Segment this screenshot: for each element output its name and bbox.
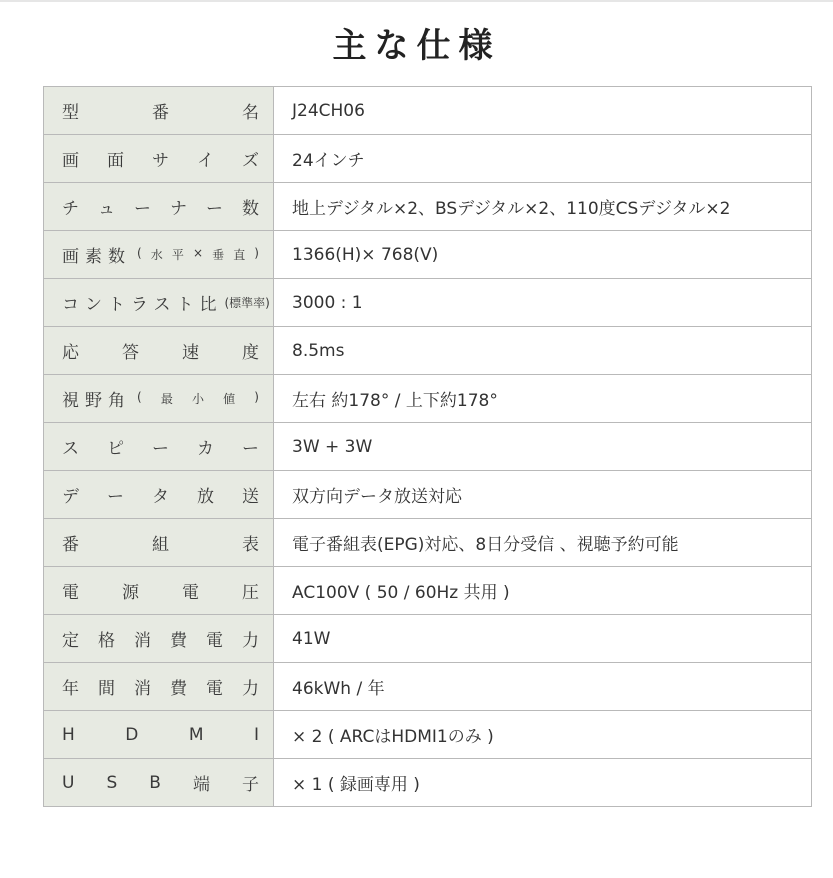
spec-label-cell [44, 423, 274, 471]
page-title: 主な仕様 [332, 26, 501, 66]
spec-label-char: 放 [197, 487, 214, 507]
spec-value: 3000 : 1 [274, 279, 812, 327]
spec-value: 地上デジタル×2、BSデジタル×2、110度CSデジタル×2 [274, 183, 812, 231]
spec-label-char: タ [152, 487, 169, 507]
spec-label-char: 年 [62, 679, 79, 699]
spec-label [62, 242, 259, 267]
spec-row [44, 519, 812, 567]
spec-label-char: デ [62, 487, 79, 507]
spec-label-char: 圧 [242, 583, 259, 603]
spec-row [44, 711, 812, 759]
spec-value: AC100V ( 50 / 60Hz 共用 ) [274, 567, 812, 615]
spec-note-char: ) [254, 390, 259, 404]
spec-label-cell [44, 615, 274, 663]
spec-label [62, 338, 259, 363]
spec-table [43, 86, 812, 807]
spec-label-char: 間 [98, 679, 115, 699]
spec-label-char: ー [134, 199, 151, 219]
spec-label-char: 応 [62, 343, 79, 363]
spec-label-note: (標準率) [224, 296, 270, 310]
spec-label-char: 電 [182, 583, 199, 603]
spec-label-char: ー [206, 199, 223, 219]
spec-label-char: 力 [242, 679, 259, 699]
spec-label-cell [44, 519, 274, 567]
spec-label-note [137, 246, 259, 263]
spec-label [62, 434, 259, 459]
spec-label-char: ズ [242, 151, 259, 171]
spec-note-char: 水 [150, 248, 163, 262]
spec-label-cell [44, 567, 274, 615]
spec-label-char: 面 [107, 151, 124, 171]
spec-label-char: イ [197, 151, 214, 171]
spec-label [62, 98, 259, 123]
spec-label-char: 格 [98, 631, 115, 651]
spec-label-text: 画素数 [62, 247, 131, 267]
spec-value: 46kWh / 年 [274, 663, 812, 711]
spec-label-text [62, 626, 259, 651]
spec-label-char: チ [62, 199, 79, 219]
spec-note-char: 値 [223, 392, 236, 406]
spec-label-text [62, 530, 259, 555]
spec-label-note [137, 390, 259, 407]
spec-note-char: 最 [160, 392, 173, 406]
spec-label-cell [44, 759, 274, 807]
spec-value: 左右 約178° / 上下約178° [274, 375, 812, 423]
spec-label-char: H [62, 724, 75, 745]
spec-label-cell [44, 183, 274, 231]
spec-label-char: サ [152, 151, 169, 171]
spec-row [44, 423, 812, 471]
spec-label-char: 速 [182, 343, 199, 363]
spec-label-char: 費 [170, 631, 187, 651]
spec-label-char: 消 [134, 631, 151, 651]
spec-row [44, 375, 812, 423]
spec-label-char: ー [242, 439, 259, 459]
spec-label-char: 電 [62, 583, 79, 603]
spec-label [62, 194, 259, 219]
spec-label-char: ナ [170, 199, 187, 219]
top-divider [0, 0, 833, 2]
spec-note-char: × [192, 246, 204, 260]
spec-value: 8.5ms [274, 327, 812, 375]
spec-label [62, 386, 259, 411]
spec-label-char: U [62, 772, 75, 793]
spec-label-char: 端 [192, 775, 210, 795]
spec-label-char: I [253, 724, 259, 745]
spec-label-text [62, 434, 259, 459]
spec-label-char: 組 [152, 535, 169, 555]
spec-label-cell [44, 471, 274, 519]
spec-label-cell [44, 663, 274, 711]
spec-label-text [62, 482, 259, 507]
spec-label-char: ュ [98, 199, 115, 219]
spec-label-char: 度 [242, 343, 259, 363]
spec-label-char: ピ [107, 439, 124, 459]
spec-label [62, 626, 259, 651]
spec-label-char: B [149, 772, 161, 793]
spec-label-text [62, 194, 259, 219]
spec-label-char: 名 [242, 103, 259, 123]
spec-note-char: ( [137, 246, 142, 260]
spec-value: 電子番組表(EPG)対応、8日分受信 、視聴予約可能 [274, 519, 812, 567]
spec-label-char: D [125, 724, 139, 745]
spec-label-cell [44, 279, 274, 327]
spec-row [44, 663, 812, 711]
spec-label-char: M [188, 724, 204, 745]
spec-label [62, 290, 270, 315]
spec-value: 24インチ [274, 135, 812, 183]
spec-label-char: 定 [62, 631, 79, 651]
spec-label-text [62, 578, 259, 603]
spec-row [44, 183, 812, 231]
spec-label [62, 146, 259, 171]
spec-label-char: 電 [206, 631, 223, 651]
spec-row [44, 135, 812, 183]
spec-label-char: 源 [122, 583, 139, 603]
spec-value: J24CH06 [274, 87, 812, 135]
spec-note-char: ) [254, 246, 259, 260]
spec-value: 41W [274, 615, 812, 663]
spec-value: 3W + 3W [274, 423, 812, 471]
spec-label-char: 答 [122, 343, 139, 363]
spec-label-char: 力 [242, 631, 259, 651]
spec-value: 双方向データ放送対応 [274, 471, 812, 519]
spec-label-text [62, 98, 259, 123]
spec-label [62, 674, 259, 699]
spec-label-char: 消 [134, 679, 151, 699]
spec-label-cell [44, 375, 274, 423]
spec-label-char: 型 [62, 103, 79, 123]
spec-label-text [62, 146, 259, 171]
spec-label-cell [44, 327, 274, 375]
spec-label-char: 子 [241, 775, 259, 795]
spec-label-char: S [106, 772, 118, 793]
spec-row [44, 471, 812, 519]
spec-label [62, 770, 259, 795]
spec-label-char: カ [197, 439, 214, 459]
spec-note-char: 小 [191, 392, 204, 406]
spec-value: 1366(H)× 768(V) [274, 231, 812, 279]
spec-label [62, 530, 259, 555]
spec-label-cell [44, 711, 274, 759]
spec-label-char: ー [152, 439, 169, 459]
spec-row [44, 87, 812, 135]
spec-table-body [44, 87, 812, 807]
spec-label-char: ー [107, 487, 124, 507]
spec-label [62, 725, 259, 745]
spec-row [44, 231, 812, 279]
spec-label-char: ス [62, 439, 79, 459]
spec-label-char: 番 [152, 103, 169, 123]
spec-row [44, 327, 812, 375]
spec-label-char: 表 [242, 535, 259, 555]
spec-label-text: コントラスト比 [62, 295, 223, 315]
spec-label-text [62, 770, 259, 795]
spec-label-text [62, 338, 259, 363]
spec-label-char: 番 [62, 535, 79, 555]
spec-row [44, 567, 812, 615]
spec-label-char: 送 [242, 487, 259, 507]
spec-label-text: 視野角 [62, 391, 131, 411]
spec-label-char: 費 [170, 679, 187, 699]
spec-label-cell [44, 231, 274, 279]
spec-label [62, 578, 259, 603]
spec-note-char: ( [137, 390, 142, 404]
spec-value: × 2 ( ARCはHDMI1のみ ) [274, 711, 812, 759]
spec-note-char: 垂 [212, 248, 225, 262]
spec-note-char: 直 [233, 248, 246, 262]
spec-value: × 1 ( 録画専用 ) [274, 759, 812, 807]
spec-label-text [62, 725, 259, 745]
spec-label [62, 482, 259, 507]
spec-label-char: 画 [62, 151, 79, 171]
spec-note-char: 平 [171, 248, 184, 262]
spec-label-cell [44, 87, 274, 135]
spec-row [44, 615, 812, 663]
spec-row [44, 279, 812, 327]
spec-label-char: 数 [242, 199, 259, 219]
spec-label-text [62, 674, 259, 699]
spec-label-cell [44, 135, 274, 183]
spec-label-char: 電 [206, 679, 223, 699]
spec-row [44, 759, 812, 807]
